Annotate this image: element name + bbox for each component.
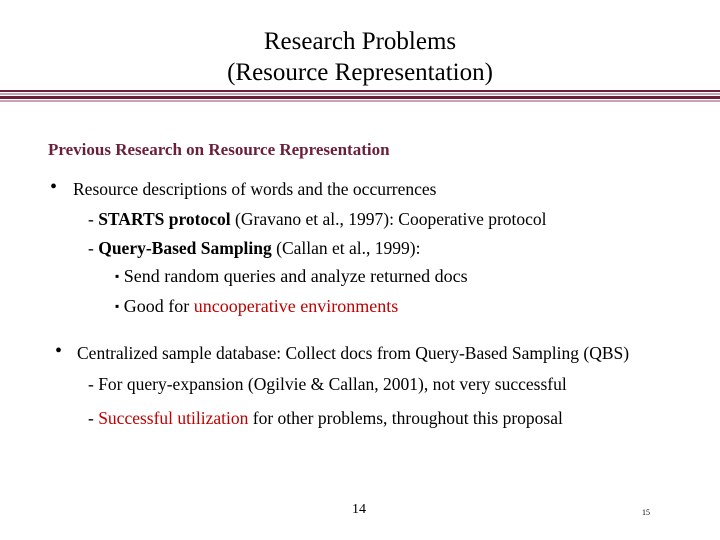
bullet-1-dash-1 — [88, 209, 547, 230]
dash-rest: (Gravano et al., 1997): Cooperative protocol — [230, 209, 547, 229]
bullet-1-text: Resource descriptions of words and the occurrences — [73, 179, 437, 199]
page-number: 14 — [352, 502, 366, 517]
dash-prefix: - — [88, 408, 99, 428]
title-line-1: Research Problems — [263, 28, 457, 55]
dash-prefix: - — [88, 238, 99, 258]
bullet-1-dash-2 — [88, 238, 421, 259]
square-bullet-icon: ▪ — [115, 269, 120, 283]
sub-bullet-text: Send random queries and analyze returned docs — [119, 266, 468, 286]
highlighted-phrase: uncooperative environments — [193, 296, 399, 316]
slide-corner-number: 15 — [642, 508, 650, 517]
highlighted-phrase: Successful utilization — [98, 408, 249, 428]
sub-bullet-text: Good for — [119, 296, 194, 316]
bullet-marker: • — [50, 176, 58, 198]
starts-protocol-term: STARTS protocol — [98, 209, 231, 229]
square-bullet-icon: ▪ — [115, 299, 120, 313]
title-line-2: (Resource Representation) — [227, 59, 493, 86]
dash-prefix: - — [88, 209, 99, 229]
slide-title — [0, 26, 720, 88]
bullet-2-text: Centralized sample database: Collect docs from Query-Based Sampling (QBS) — [77, 343, 630, 363]
bullet-marker: • — [55, 340, 63, 362]
sub-bullet-1 — [115, 266, 468, 287]
qbs-term: Query-Based Sampling — [98, 238, 272, 258]
dash-rest: (Callan et al., 1999): — [271, 238, 421, 258]
sub-bullet-2 — [115, 296, 398, 317]
bullet-2-dash-2 — [88, 408, 563, 429]
dash-rest: for other problems, throughout this proposal — [248, 408, 563, 428]
section-heading: Previous Research on Resource Representation — [48, 140, 390, 159]
bullet-2-dash-1: - For query-expansion (Ogilvie & Callan, 2001), not very successful — [88, 374, 567, 394]
